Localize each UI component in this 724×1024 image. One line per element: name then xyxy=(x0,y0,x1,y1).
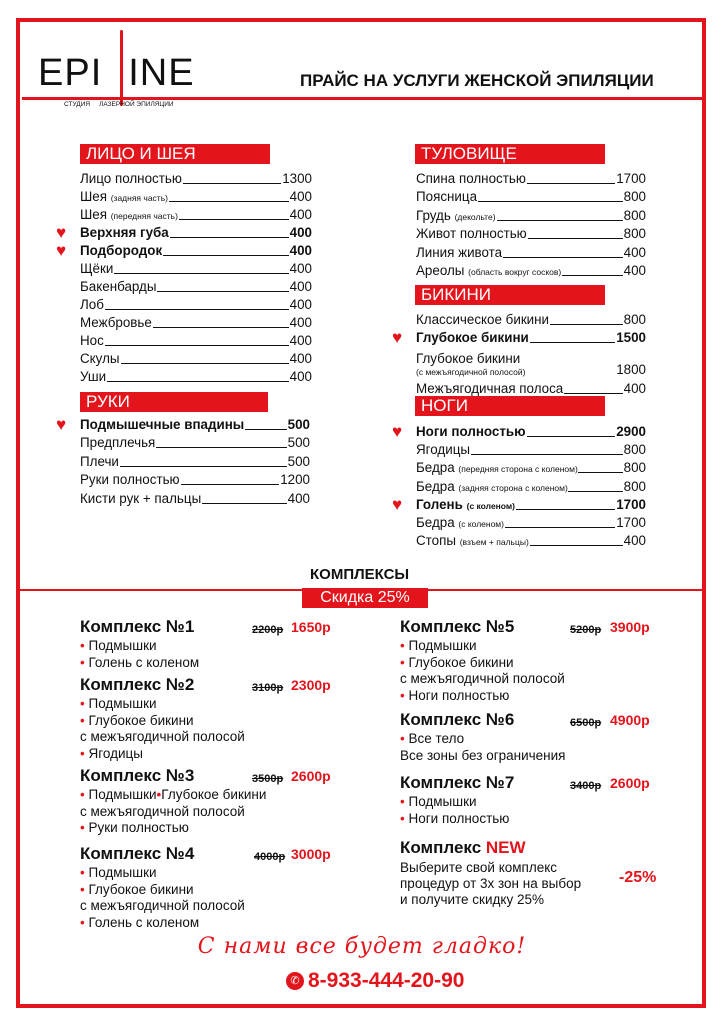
complex-line: • Подмышки xyxy=(80,865,157,880)
heart-icon: ♥ xyxy=(56,223,67,242)
price-row-torso xyxy=(416,244,646,261)
service-name: Подмышечные впадины xyxy=(80,417,245,432)
phone-number[interactable]: 8-933-444-20-90 xyxy=(308,969,465,992)
service-note: (с межъягодичной полосой) xyxy=(416,367,526,377)
complex-line: • Подмышки xyxy=(400,638,477,653)
complex-new-title: Комплекс NEW xyxy=(400,838,526,857)
service-price: 800 xyxy=(623,460,646,476)
heart-icon: ♥ xyxy=(56,415,67,434)
service-name: Подбородок xyxy=(80,243,163,258)
section-legs-title: НОГИ xyxy=(415,396,605,416)
service-price: 400 xyxy=(623,533,646,549)
leader-line xyxy=(107,381,289,382)
complex-new-line-2: процедур от 3х зон на выбор xyxy=(400,876,582,891)
leader-line xyxy=(114,273,289,274)
complex-title: Комплекс №1 xyxy=(80,617,195,636)
service-price: 800 xyxy=(623,478,646,494)
leader-line xyxy=(550,324,623,325)
leader-line xyxy=(153,327,289,328)
complex-line: • Руки полностью xyxy=(80,820,189,835)
page-title: ПРАЙС НА УСЛУГИ ЖЕНСКОЙ ЭПИЛЯЦИИ xyxy=(300,71,654,90)
price-row-arms xyxy=(80,471,310,488)
price-row-legs xyxy=(416,496,646,513)
bullet-icon: • xyxy=(400,794,409,809)
leader-line xyxy=(530,342,615,343)
service-price: 400 xyxy=(289,297,312,312)
section-torso-title: ТУЛОВИЩЕ xyxy=(415,144,605,164)
price-row-legs xyxy=(416,423,646,440)
leader-line xyxy=(120,466,287,467)
complex-title: Комплекс №2 xyxy=(80,675,195,694)
bullet-icon: • xyxy=(80,820,89,835)
leader-line xyxy=(170,237,289,238)
service-price: 400 xyxy=(623,263,646,278)
leader-line xyxy=(121,363,289,364)
service-price: 400 xyxy=(289,261,312,276)
bullet-icon: • xyxy=(80,696,89,711)
leader-line xyxy=(516,509,615,510)
complex-old-price: 4000р xyxy=(254,851,286,863)
complex-new-line-3: и получите скидку 25% xyxy=(400,892,544,907)
heart-icon: ♥ xyxy=(392,422,403,441)
service-name: Руки полностью xyxy=(80,472,180,488)
price-row-bikini xyxy=(416,311,646,328)
bullet-icon: • xyxy=(400,638,409,653)
service-price: 800 xyxy=(623,226,646,242)
service-name: Предплечья xyxy=(80,435,156,451)
complex-new-percent: -25% xyxy=(619,869,657,886)
complex-old-price: 3100р xyxy=(252,682,284,694)
leader-line xyxy=(181,484,279,485)
complex-line: с межъягодичной полосой xyxy=(80,803,245,819)
service-price: 400 xyxy=(289,243,312,258)
slogan: С нами все будет гладко! xyxy=(197,934,527,959)
leader-line xyxy=(179,219,289,220)
bullet-icon: • xyxy=(400,731,409,746)
heart-icon: ♥ xyxy=(56,241,67,260)
bullet-icon: • xyxy=(80,787,89,802)
price-row-torso xyxy=(416,225,646,242)
leader-line xyxy=(505,527,615,528)
service-note: (взъем + пальцы) xyxy=(459,537,529,548)
service-name: Кисти рук + пальцы xyxy=(80,490,202,506)
service-name: Ноги полностью xyxy=(416,424,526,439)
leader-line xyxy=(527,436,615,437)
service-price: 500 xyxy=(287,435,310,451)
leader-line xyxy=(530,545,623,546)
leader-line xyxy=(528,238,623,239)
leader-line xyxy=(527,183,615,184)
service-note: (задняя часть) xyxy=(110,193,168,203)
complex-title: Комплекс №7 xyxy=(400,773,515,792)
complex-new-price: 3000р xyxy=(291,846,331,862)
service-price: 400 xyxy=(289,333,312,348)
complex-old-price: 5200р xyxy=(570,624,602,636)
leader-line xyxy=(105,345,289,346)
service-note: (область вокруг сосков) xyxy=(468,267,562,277)
price-row-face xyxy=(80,332,312,349)
complex-new-price: 2600р xyxy=(291,768,331,784)
service-name: Межбровье xyxy=(80,315,152,330)
complex-line: • Все тело xyxy=(400,731,465,746)
service-note: (задняя сторона с коленом) xyxy=(458,482,568,493)
service-name: Поясница xyxy=(416,189,478,205)
service-note: (с коленом) xyxy=(466,500,515,511)
price-row-legs xyxy=(416,459,646,476)
price-row-face xyxy=(80,278,312,295)
service-name: Живот полностью xyxy=(416,226,527,242)
leader-line xyxy=(169,201,289,202)
price-row-arms xyxy=(80,490,310,507)
logo-hair-icon xyxy=(120,30,123,106)
service-name: Бедра xyxy=(416,515,455,530)
leader-line xyxy=(163,255,289,256)
discount-badge: Скидка 25% xyxy=(302,588,428,608)
complex-line: • Голень с коленом xyxy=(80,654,200,670)
service-name: Классическое бикини xyxy=(416,312,550,327)
service-price: 1700 xyxy=(616,496,646,512)
bullet-icon: • xyxy=(80,881,89,897)
logo-subtitle: СТУДИЯ ЛАЗЕРНОЙ ЭПИЛЯЦИИ xyxy=(64,101,174,108)
service-price: 800 xyxy=(623,189,646,205)
service-name: Стопы xyxy=(416,533,456,549)
service-name: Шея xyxy=(80,189,107,204)
service-name: Плечи xyxy=(80,453,119,469)
service-price: 400 xyxy=(289,315,312,330)
price-row-face xyxy=(80,224,312,241)
complex-line: • Подмышки•Глубокое бикини xyxy=(80,787,267,802)
complex-line: • Ноги полностью xyxy=(400,687,510,703)
leader-line xyxy=(157,291,289,292)
complex-new-price: 1650р xyxy=(291,619,331,635)
service-name: Щёки xyxy=(80,261,114,276)
service-price: 1500 xyxy=(616,330,646,345)
section-face-title: ЛИЦО И ШЕЯ xyxy=(80,144,270,164)
complex-new-price: 2600р xyxy=(610,775,650,791)
price-row-bikini xyxy=(416,350,646,380)
price-row-face xyxy=(80,296,312,313)
complex-new-price: 4900р xyxy=(610,712,650,728)
complex-line: • Подмышки xyxy=(400,794,477,809)
service-price: 400 xyxy=(289,351,312,366)
service-price: 400 xyxy=(287,490,310,506)
price-row-arms xyxy=(80,434,310,451)
price-row-arms xyxy=(80,416,310,433)
leader-line xyxy=(568,491,623,492)
service-price: 400 xyxy=(289,279,312,294)
complex-line: • Голень с коленом xyxy=(80,914,200,930)
service-price: 400 xyxy=(623,381,646,396)
service-note: (декольте) xyxy=(454,211,496,222)
service-name: Верхняя губа xyxy=(80,225,169,240)
complex-line: • Ноги полностью xyxy=(400,810,510,826)
leader-line xyxy=(503,257,623,258)
leader-line xyxy=(578,472,623,473)
service-name: Голень xyxy=(416,496,463,512)
leader-line xyxy=(105,309,289,310)
complex-line: • Глубокое бикини xyxy=(400,654,514,670)
price-row-bikini xyxy=(416,329,646,346)
bullet-icon: • xyxy=(80,914,89,930)
leader-line xyxy=(183,183,281,184)
price-row-legs xyxy=(416,478,646,495)
section-arms-title: РУКИ xyxy=(80,392,268,412)
bullet-icon: • xyxy=(400,687,409,703)
service-name: Лоб xyxy=(80,297,104,312)
price-row-torso xyxy=(416,188,646,205)
service-price: 1700 xyxy=(616,515,646,530)
service-price: 400 xyxy=(289,207,312,222)
complexes-title: КОМПЛЕКСЫ xyxy=(310,566,410,583)
price-row-face xyxy=(80,314,312,331)
price-row-face xyxy=(80,368,312,385)
price-row-legs xyxy=(416,532,646,549)
service-price: 400 xyxy=(289,189,312,204)
service-price: 400 xyxy=(623,244,646,260)
service-name: Глубокое бикини xyxy=(416,330,529,345)
phone-icon: ✆ xyxy=(286,972,304,990)
price-row-face xyxy=(80,242,312,259)
service-name: Ареолы xyxy=(416,263,465,278)
complex-line: с межъягодичной полосой xyxy=(400,671,565,686)
complex-old-price: 6500р xyxy=(570,717,602,729)
service-name: Ягодицы xyxy=(416,442,471,458)
complex-old-price: 2200р xyxy=(252,624,284,636)
service-price: 400 xyxy=(289,369,312,384)
bullet-icon: • xyxy=(80,712,89,728)
service-price: 500 xyxy=(287,417,310,432)
service-price: 800 xyxy=(623,312,646,327)
price-row-legs xyxy=(416,441,646,458)
service-price: 2900 xyxy=(616,424,646,439)
complex-new-price: 3900р xyxy=(610,619,650,635)
bullet-icon: • xyxy=(80,654,89,670)
service-name: Линия живота xyxy=(416,244,503,260)
complex-new-price: 2300р xyxy=(291,677,331,693)
leader-line xyxy=(478,201,623,202)
price-row-legs xyxy=(416,514,646,531)
service-name: Уши xyxy=(80,369,107,384)
complex-line: • Подмышки xyxy=(80,696,157,711)
service-price: 400 xyxy=(289,225,312,240)
service-price: 800 xyxy=(623,207,646,223)
leader-line xyxy=(562,275,623,276)
complex-old-price: 3400р xyxy=(570,780,602,792)
complex-title: Комплекс №3 xyxy=(80,766,195,785)
service-name: Бедра xyxy=(416,478,455,494)
bullet-icon: • xyxy=(400,654,409,670)
complex-line: с межъягодичной полосой xyxy=(80,729,245,744)
service-name: Скулы xyxy=(80,351,120,366)
price-row-torso xyxy=(416,262,646,279)
service-price: 500 xyxy=(287,453,310,469)
bullet-icon: • xyxy=(400,810,409,826)
service-name: Шея xyxy=(80,207,107,222)
leader-line xyxy=(156,447,287,448)
service-name: Спина полностью xyxy=(416,171,526,186)
service-name: Грудь xyxy=(416,207,451,223)
bullet-icon: • xyxy=(80,745,89,761)
bullet-icon: • xyxy=(80,638,89,653)
service-price: 1300 xyxy=(282,171,312,186)
price-row-face xyxy=(80,170,312,187)
complex-line: Все зоны без ограничения xyxy=(400,747,566,763)
header-divider xyxy=(22,97,706,100)
service-name: Глубокое бикини xyxy=(416,351,521,366)
leader-line xyxy=(471,454,623,455)
service-price: 1700 xyxy=(616,171,646,186)
complex-title: Комплекс №6 xyxy=(400,710,515,729)
service-note: (передняя сторона с коленом) xyxy=(458,464,578,475)
service-price: 1800 xyxy=(616,362,646,377)
service-name: Бакенбарды xyxy=(80,279,157,294)
leader-line xyxy=(564,393,623,394)
service-name: Межъягодичная полоса xyxy=(416,381,564,396)
complex-line: • Глубокое бикини xyxy=(80,712,194,728)
leader-line xyxy=(245,429,287,430)
leader-line xyxy=(202,503,287,504)
leader-line xyxy=(497,220,623,221)
complex-line: • Ягодицы xyxy=(80,745,143,761)
complex-old-price: 3500р xyxy=(252,773,284,785)
price-row-arms xyxy=(80,453,310,470)
logo: EPI INE xyxy=(38,52,195,94)
section-bikini-title: БИКИНИ xyxy=(415,285,605,305)
heart-icon: ♥ xyxy=(392,494,403,514)
price-row-face xyxy=(80,188,312,205)
complex-new-line-1: Выберите свой комплекс xyxy=(400,860,558,875)
price-row-face xyxy=(80,206,312,223)
heart-icon: ♥ xyxy=(392,328,403,347)
price-row-face xyxy=(80,260,312,277)
complex-line: • Глубокое бикини xyxy=(80,881,194,897)
complex-line: • Подмышки xyxy=(80,638,157,653)
bullet-icon: • xyxy=(156,787,162,802)
service-name: Лицо полностью xyxy=(80,171,182,186)
service-price: 800 xyxy=(623,442,646,458)
service-note: (передняя часть) xyxy=(110,211,178,221)
service-name: Нос xyxy=(80,333,104,348)
complex-title: Комплекс №5 xyxy=(400,617,515,636)
price-row-face xyxy=(80,350,312,367)
price-row-bikini xyxy=(416,380,646,397)
bullet-icon: • xyxy=(80,865,89,880)
complex-line: с межъягодичной полосой xyxy=(80,898,245,913)
price-row-torso xyxy=(416,207,646,224)
service-note: (с коленом) xyxy=(458,519,504,529)
price-row-torso xyxy=(416,170,646,187)
complex-title: Комплекс №4 xyxy=(80,844,195,863)
service-price: 1200 xyxy=(280,472,310,488)
service-name: Бедра xyxy=(416,460,455,476)
